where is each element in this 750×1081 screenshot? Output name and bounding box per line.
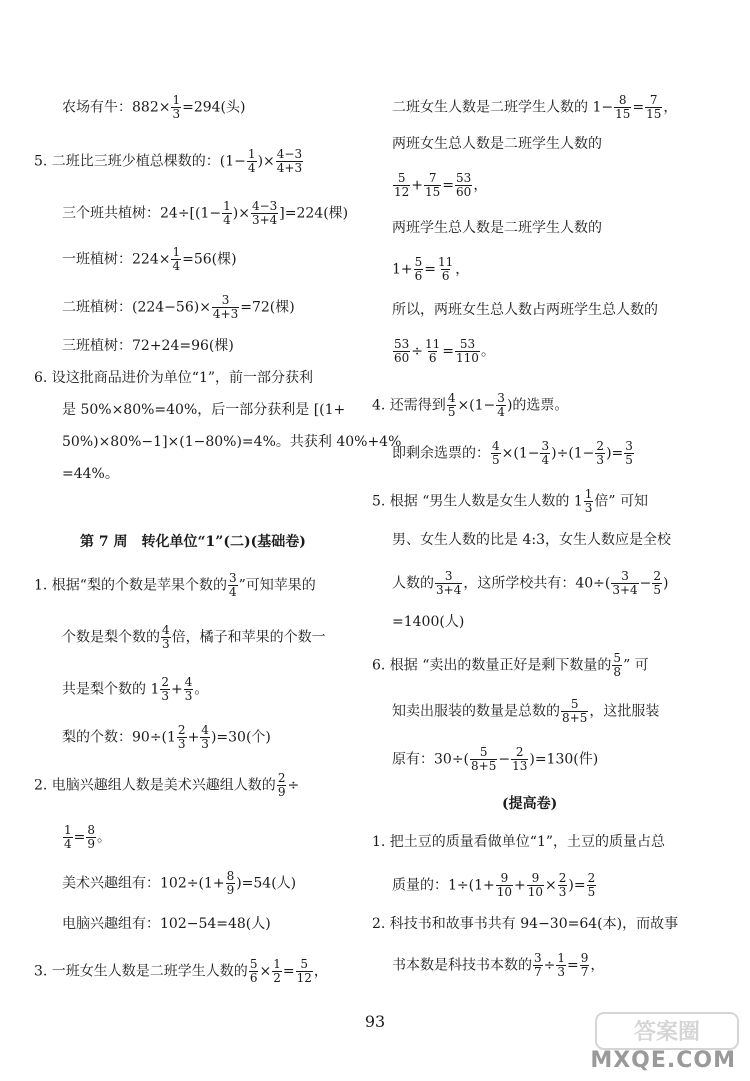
fraction: $\frac{2}{9}$ [277, 771, 286, 799]
fraction: $\frac{3}{4}$ [541, 439, 550, 467]
fraction: $\frac{1}{3}$ [172, 93, 181, 121]
fraction: $\frac{4-3}{3+4}$ [251, 199, 278, 227]
watermark-glyphs: 答案圈 [633, 1020, 701, 1045]
q5r-line-2: 男、女生人数的比是 4:3，女生人数应是全校 [392, 532, 671, 548]
q3-line: 3. 一班女生人数是二班学生人数的 $\frac{5}{6}$ × $\frac{1}{2}$ = $\frac{5}{12}$ ， [34, 957, 328, 985]
q5-class2-line: 二班植树：(224−56)× $\frac{3}{4+3}$ =72(棵) [62, 293, 295, 321]
fraction: $\frac{1}{2}$ [273, 957, 281, 985]
q6r-line-3: 原有：30÷( $\frac{5}{8+5}$ − $\frac{2}{13}$ )=130(件) [392, 745, 599, 773]
fraction: $\frac{8}{9}$ [87, 823, 96, 851]
fraction: $\frac{11}{6}$ [438, 255, 454, 283]
fraction: $\frac{3}{4}$ [497, 391, 505, 419]
fraction: $\frac{4}{3}$ [201, 723, 209, 751]
fraction: $\frac{9}{10}$ [527, 871, 544, 899]
fraction: $\frac{11}{6}$ [425, 337, 441, 365]
q5-class1-line: 一班植树：224× $\frac{1}{4}$ =56(棵) [62, 245, 237, 273]
q2-line-1: 2. 电脑兴趣组人数是美术兴趣组人数的 $\frac{2}{9}$ ÷ [34, 771, 300, 799]
q2-line-4: 电脑兴趣组有：102−54=48(人) [62, 916, 271, 932]
q1-line-4: 梨的个数：90÷(1 $\frac{2}{3}$ + $\frac{4}{3}$ )=30(个) [62, 723, 271, 751]
fraction: $\frac{9}{10}$ [496, 871, 513, 899]
fraction: $\frac{53}{110}$ [456, 337, 479, 365]
q2-line-3: 美术兴趣组有：102÷(1+ $\frac{8}{9}$ )=54(人) [62, 869, 297, 897]
page-number: 93 [364, 1012, 386, 1031]
a2-line-2: 书本数是科技书本数的 $\frac{3}{7}$ ÷ $\frac{1}{3}$ = $\frac{9}{7}$ ， [392, 951, 605, 979]
fraction: $\frac{3}{3+4}$ [612, 569, 638, 597]
r2-line: 两班女生总人数是二班学生人数的 [392, 136, 602, 152]
fraction: $\frac{8}{9}$ [226, 869, 235, 897]
fraction: $\frac{1}{3}$ [584, 487, 593, 515]
a1-line-1: 1. 把土豆的质量看做单位“1”，土豆的质量占总 [372, 834, 666, 850]
q6-line-3: 50%)×80%−1]×(1−80%)=4%。共获利 40%+4% [62, 434, 402, 450]
fraction: $\frac{5}{12}$ [296, 957, 312, 985]
fraction: $\frac{5}{8}$ [613, 651, 622, 679]
fraction: $\frac{5}{8+5}$ [471, 745, 497, 773]
q5-class3-line: 三班植树：72+24=96(棵) [62, 338, 234, 354]
q1-line-3: 共是梨个数的 1 $\frac{2}{3}$ + $\frac{4}{3}$ 。 [62, 675, 209, 703]
fraction: $\frac{4-3}{4+3}$ [276, 147, 303, 175]
q6r-line-2: 知卖出服装的数量是总数的 $\frac{5}{8+5}$ ，这批服装 [392, 697, 660, 725]
text: 农场有牛：882× [62, 99, 171, 116]
q4-line-2: 即剩余选票的： $\frac{4}{5}$ ×(1− $\frac{3}{4}$ )÷(1− $\frac{2}{3}$ )= $\frac{3}{5}$ [392, 439, 633, 467]
r7-line: $\frac{53}{60}$ ÷ $\frac{11}{6}$ = $\frac{53}{110}$ 。 [394, 337, 495, 365]
fraction: $\frac{4}{5}$ [447, 391, 456, 419]
fraction: $\frac{1}{4}$ [223, 199, 231, 227]
fraction: $\frac{2}{13}$ [512, 745, 528, 773]
fraction: $\frac{7}{15}$ [425, 171, 441, 199]
fraction: $\frac{5}{8+5}$ [562, 697, 588, 725]
fraction: $\frac{5}{12}$ [394, 171, 410, 199]
q6-line-4: =44%。 [62, 466, 119, 482]
fraction: $\frac{2}{3}$ [596, 439, 605, 467]
fraction: $\frac{2}{3}$ [161, 675, 169, 703]
fraction: $\frac{53}{60}$ [394, 337, 410, 365]
watermark-text: MXQE.COM [590, 1048, 736, 1073]
q5r-line-1: 5. 根据 “男生人数是女生人数的 1 $\frac{1}{3}$ 倍” 可知 [372, 487, 649, 515]
fraction: $\frac{8}{15}$ [615, 93, 631, 121]
fraction: $\frac{2}{5}$ [653, 569, 662, 597]
r4-line: 两班学生总人数是二班学生人数的 [392, 220, 602, 236]
fraction: $\frac{3}{3+4}$ [436, 569, 462, 597]
advanced-title: (提高卷) [502, 796, 558, 812]
r3-line: $\frac{5}{12}$ + $\frac{7}{15}$ = $\frac{53}{60}$ ， [394, 171, 488, 199]
fraction: $\frac{3}{7}$ [534, 951, 542, 979]
fraction: $\frac{5}{6}$ [249, 957, 258, 985]
fraction: $\frac{2}{5}$ [587, 871, 596, 899]
fraction: $\frac{53}{60}$ [456, 171, 472, 199]
fraction: $\frac{1}{4}$ [247, 147, 256, 175]
a1-line-2: 质量的：1÷(1+ $\frac{9}{10}$ + $\frac{9}{10}$ × $\frac{2}{3}$ )= $\frac{2}{5}$ [392, 871, 596, 899]
q1-line-1: 1. 根据“梨的个数是苹果个数的 $\frac{3}{4}$ ”可知苹果的 [34, 571, 316, 599]
q5r-line-3: 人数的 $\frac{3}{3+4}$ ，这所学校共有：40÷( $\frac{3}{3+4}$ − $\frac{2}{5}$ ) [392, 569, 669, 597]
q2-line-2: $\frac{1}{4}$ = $\frac{8}{9}$ 。 [64, 823, 112, 851]
q4-line-1: 4. 还需得到 $\frac{4}{5}$ ×(1− $\frac{3}{4}$ )的选票。 [372, 391, 569, 419]
a2-line-1: 2. 科技书和故事书共有 94−30=64(本)，而故事 [372, 916, 679, 932]
fraction: $\frac{1}{4}$ [172, 245, 181, 273]
fraction: $\frac{1}{4}$ [64, 823, 72, 851]
fraction: $\frac{4}{3}$ [184, 675, 193, 703]
q6r-line-1: 6. 根据 “卖出的数量正好是剩下数量的 $\frac{5}{8}$ ” 可 [372, 651, 649, 679]
q5r-line-4: =1400(人) [392, 614, 465, 630]
fraction: $\frac{2}{3}$ [177, 723, 186, 751]
fraction: $\frac{3}{5}$ [625, 439, 633, 467]
fraction: $\frac{5}{6}$ [414, 255, 423, 283]
fraction: $\frac{2}{3}$ [558, 871, 567, 899]
q5-total-line: 三个班共植树：24÷[(1− $\frac{1}{4}$ )× $\frac{4-3}{3+4}$ ]=224(棵) [62, 199, 349, 227]
fraction: $\frac{3}{4}$ [228, 571, 237, 599]
q5-line: 5. 二班比三班少植总棵数的：(1− $\frac{1}{4}$ )× $\frac{4-3}{4+3}$ [34, 147, 303, 175]
r5-line: 1+ $\frac{5}{6}$ = $\frac{11}{6}$ ， [392, 255, 470, 283]
fraction: $\frac{3}{4+3}$ [212, 293, 239, 321]
fraction: $\frac{4}{3}$ [162, 623, 170, 651]
fraction: $\frac{4}{5}$ [492, 439, 500, 467]
r6-line: 所以，两班女生总人数占两班学生总人数的 [392, 302, 658, 318]
fraction: $\frac{7}{15}$ [646, 93, 662, 121]
fraction: $\frac{1}{3}$ [557, 951, 566, 979]
q1-line-2: 个数是梨个数的 $\frac{4}{3}$ 倍，橘子和苹果的个数一 [62, 623, 326, 651]
fraction: $\frac{9}{7}$ [580, 951, 589, 979]
q6-line-1: 6. 设这批商品进价为单位“1”，前一部分获利 [34, 370, 314, 386]
farm-cattle-line [62, 94, 245, 121]
week7-title: 第 7 周 转化单位“1”(二)(基础卷) [80, 534, 306, 550]
r1-line: 二班女生人数是二班学生人数的 1− $\frac{8}{15}$ = $\frac{7}{15}$ ， [392, 93, 678, 121]
text: =294(头) [182, 99, 246, 116]
q6-line-2: 是 50%×80%=40%，后一部分获利是 [(1+ [62, 402, 346, 418]
